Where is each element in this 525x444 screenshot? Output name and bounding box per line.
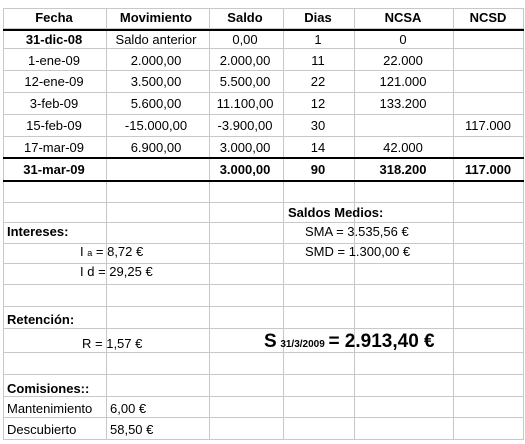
cell-saldo[interactable]: 3.000,00 xyxy=(219,140,271,155)
cell-saldo[interactable]: 0,00 xyxy=(232,32,258,47)
grid-hline xyxy=(3,284,524,285)
cell-fecha[interactable]: 15-feb-09 xyxy=(26,118,82,133)
saldos-medios-title[interactable]: Saldos Medios: xyxy=(288,205,384,220)
border-thick xyxy=(3,29,524,31)
border-thick xyxy=(3,157,524,159)
cell-movimiento[interactable]: 2.000,00 xyxy=(130,53,182,68)
cell-movimiento[interactable]: 3.500,00 xyxy=(130,74,182,89)
cell-ncsa[interactable]: 121.000 xyxy=(379,74,427,89)
cell-saldo[interactable]: 11.100,00 xyxy=(216,96,274,111)
grid-hline xyxy=(3,136,524,137)
cell-dias[interactable]: 12 xyxy=(310,96,326,111)
ia-subscript: a xyxy=(87,248,93,258)
total-fecha[interactable]: 31-mar-09 xyxy=(23,162,85,177)
cell-dias[interactable]: 30 xyxy=(310,118,326,133)
saldo-final[interactable] xyxy=(264,330,435,357)
cell-ncsa[interactable]: 0 xyxy=(399,32,407,47)
cell-movimiento[interactable]: -15.000,00 xyxy=(124,118,188,133)
cell-ncsa[interactable]: 22.000 xyxy=(383,53,423,68)
cell-fecha[interactable]: 17-mar-09 xyxy=(24,140,84,155)
grid-hline xyxy=(3,114,524,115)
grid-vline xyxy=(106,8,107,440)
header-fecha[interactable]: Fecha xyxy=(35,10,73,25)
total-dias[interactable]: 90 xyxy=(310,162,326,177)
id-label: I d xyxy=(80,264,95,279)
border-thick xyxy=(3,180,524,182)
saldo-final-s: S xyxy=(264,331,277,352)
grid-hline xyxy=(3,92,524,93)
cell-dias[interactable]: 14 xyxy=(310,140,326,155)
grid-hline xyxy=(3,70,524,71)
grid-vline xyxy=(523,8,524,440)
cell-fecha[interactable]: 31-dic-08 xyxy=(25,32,83,47)
cell-movimiento[interactable]: 6.900,00 xyxy=(130,140,182,155)
grid-hline xyxy=(3,328,524,329)
grid-hline xyxy=(3,439,524,440)
cell-movimiento[interactable]: 5.600,00 xyxy=(130,96,182,111)
grid-hline xyxy=(3,48,524,49)
total-saldo[interactable]: 3.000,00 xyxy=(219,162,271,177)
ia-value: = 8,72 € xyxy=(95,244,144,259)
sma-value[interactable]: SMA = 3.535,56 € xyxy=(305,224,409,239)
saldo-final-value: = 2.913,40 € xyxy=(328,331,435,352)
retencion-row[interactable] xyxy=(82,336,142,352)
grid-hline xyxy=(3,202,524,203)
header-movimiento[interactable]: Movimiento xyxy=(119,10,193,25)
cell-ncsa[interactable]: 42.000 xyxy=(383,140,423,155)
total-ncsa[interactable]: 318.200 xyxy=(379,162,427,177)
header-saldo[interactable]: Saldo xyxy=(227,10,263,25)
descubierto-value[interactable]: 58,50 € xyxy=(110,422,154,437)
grid-hline xyxy=(3,8,524,9)
cell-ncsd[interactable]: 117.000 xyxy=(464,118,512,133)
ia-prefix: I xyxy=(80,244,84,259)
grid-vline xyxy=(283,8,284,440)
cell-ncsa[interactable]: 133.200 xyxy=(379,96,427,111)
cell-movimiento[interactable]: Saldo anterior xyxy=(115,32,197,47)
retencion-title[interactable]: Retención: xyxy=(7,312,75,327)
intereses-title[interactable]: Intereses: xyxy=(7,224,69,239)
cell-dias[interactable]: 22 xyxy=(310,74,326,89)
total-ncsd[interactable]: 117.000 xyxy=(464,162,512,177)
cell-dias[interactable]: 1 xyxy=(314,32,322,47)
grid-vline xyxy=(3,8,4,440)
cell-fecha[interactable]: 1-ene-09 xyxy=(27,53,81,68)
grid-hline xyxy=(3,222,524,223)
saldo-final-date: 31/3/2009 xyxy=(280,339,325,350)
smd-value[interactable]: SMD = 1.300,00 € xyxy=(305,244,411,259)
cell-fecha[interactable]: 3-feb-09 xyxy=(29,96,79,111)
grid-hline xyxy=(3,374,524,375)
header-ncsa[interactable]: NCSA xyxy=(384,10,422,25)
header-ncsd[interactable]: NCSD xyxy=(469,10,507,25)
mantenimiento-value[interactable]: 6,00 € xyxy=(110,401,147,416)
grid-vline xyxy=(209,8,210,440)
retencion-label: R = xyxy=(82,336,103,351)
comisiones-title[interactable]: Comisiones:: xyxy=(7,381,90,396)
retencion-value: 1,57 € xyxy=(106,336,143,351)
interes-deudor-label[interactable] xyxy=(80,264,153,280)
interes-acreedor-label[interactable] xyxy=(80,244,143,261)
grid-hline xyxy=(3,306,524,307)
id-value: = 29,25 € xyxy=(98,264,153,279)
grid-vline xyxy=(453,8,454,440)
grid-hline xyxy=(3,417,524,418)
cell-saldo[interactable]: 5.500,00 xyxy=(219,74,271,89)
cell-fecha[interactable]: 12-ene-09 xyxy=(24,74,84,89)
descubierto-label[interactable]: Descubierto xyxy=(7,422,77,437)
header-dias[interactable]: Dias xyxy=(304,10,332,25)
cell-dias[interactable]: 11 xyxy=(311,53,325,68)
cell-saldo[interactable]: 2.000,00 xyxy=(219,53,271,68)
mantenimiento-label[interactable]: Mantenimiento xyxy=(7,401,93,416)
cell-saldo[interactable]: -3.900,00 xyxy=(217,118,273,133)
